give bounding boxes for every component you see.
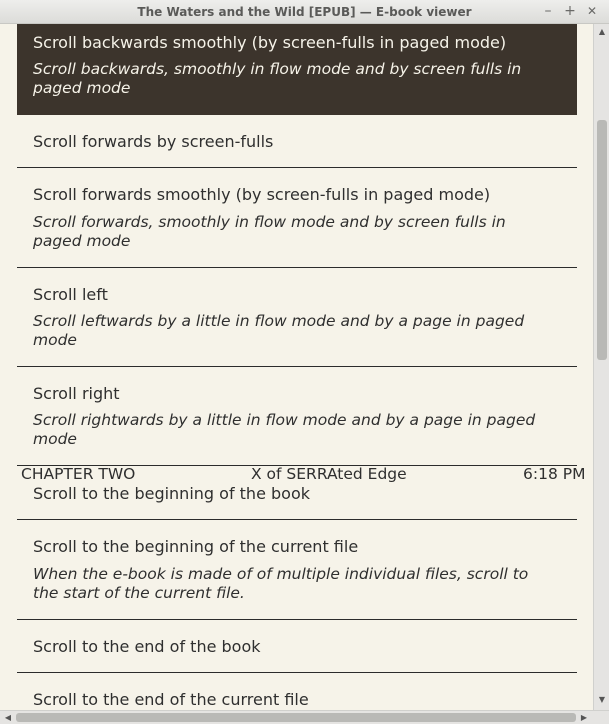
horizontal-scrollbar[interactable] bbox=[0, 710, 609, 724]
shortcut-item-scroll-beginning-file[interactable] bbox=[17, 520, 577, 620]
shortcut-item-scroll-backwards-smoothly[interactable] bbox=[17, 24, 577, 115]
shortcut-description: Scroll rightwards by a little in flow mode and by a page in paged mode bbox=[33, 411, 536, 448]
horizontal-scroll-thumb[interactable] bbox=[16, 713, 576, 722]
scroll-down-arrow-icon[interactable]: ▼ bbox=[598, 695, 606, 704]
shortcut-name: Scroll forwards by screen-fulls bbox=[33, 132, 274, 151]
vertical-scrollbar[interactable] bbox=[593, 24, 609, 710]
shortcut-item-scroll-forwards-screenfulls[interactable] bbox=[17, 115, 577, 168]
shortcut-name: Scroll backwards smoothly (by screen-fulls in paged mode) bbox=[33, 33, 507, 52]
clock-time: 6:18 PM bbox=[523, 465, 586, 483]
book-header-bar bbox=[0, 465, 593, 485]
shortcut-item-scroll-right[interactable] bbox=[17, 367, 577, 466]
shortcut-name: Scroll to the beginning of the book bbox=[33, 484, 310, 503]
shortcut-item-scroll-left[interactable] bbox=[17, 268, 577, 367]
book-title: X of SERRAted Edge bbox=[251, 465, 407, 483]
shortcut-list bbox=[0, 24, 593, 710]
shortcut-name: Scroll to the end of the book bbox=[33, 637, 261, 656]
shortcut-item-scroll-end-file[interactable] bbox=[17, 673, 577, 710]
scroll-right-arrow-icon[interactable]: ▶ bbox=[580, 713, 588, 722]
maximize-button[interactable]: + bbox=[564, 3, 576, 19]
scroll-up-arrow-icon[interactable]: ▲ bbox=[598, 27, 606, 36]
vertical-scroll-thumb[interactable] bbox=[597, 120, 607, 360]
scroll-left-arrow-icon[interactable]: ◀ bbox=[4, 713, 12, 722]
shortcut-description: Scroll backwards, smoothly in flow mode and by screen fulls in paged mode bbox=[33, 60, 522, 97]
shortcut-description: When the e-book is made of of multiple individual files, scroll to the start of the current file. bbox=[33, 565, 529, 602]
shortcut-item-scroll-forwards-smoothly[interactable] bbox=[17, 168, 577, 268]
shortcut-name: Scroll right bbox=[33, 384, 120, 403]
shortcut-name: Scroll left bbox=[33, 285, 108, 304]
window-title: The Waters and the Wild [EPUB] — E-book viewer bbox=[137, 5, 472, 19]
shortcut-name: Scroll forwards smoothly (by screen-fulls in paged mode) bbox=[33, 185, 491, 204]
minimize-button[interactable]: – bbox=[544, 3, 552, 19]
chapter-title: CHAPTER TWO bbox=[21, 465, 136, 483]
shortcut-name: Scroll to the beginning of the current file bbox=[33, 537, 359, 556]
shortcut-description: Scroll forwards, smoothly in flow mode and by screen fulls in paged mode bbox=[33, 213, 506, 250]
shortcut-description: Scroll leftwards by a little in flow mode and by a page in paged mode bbox=[33, 312, 525, 349]
shortcut-name: Scroll to the end of the current file bbox=[33, 690, 309, 709]
close-button[interactable]: ✕ bbox=[586, 4, 598, 18]
window-titlebar bbox=[0, 0, 609, 24]
shortcut-item-scroll-end-book[interactable] bbox=[17, 620, 577, 673]
